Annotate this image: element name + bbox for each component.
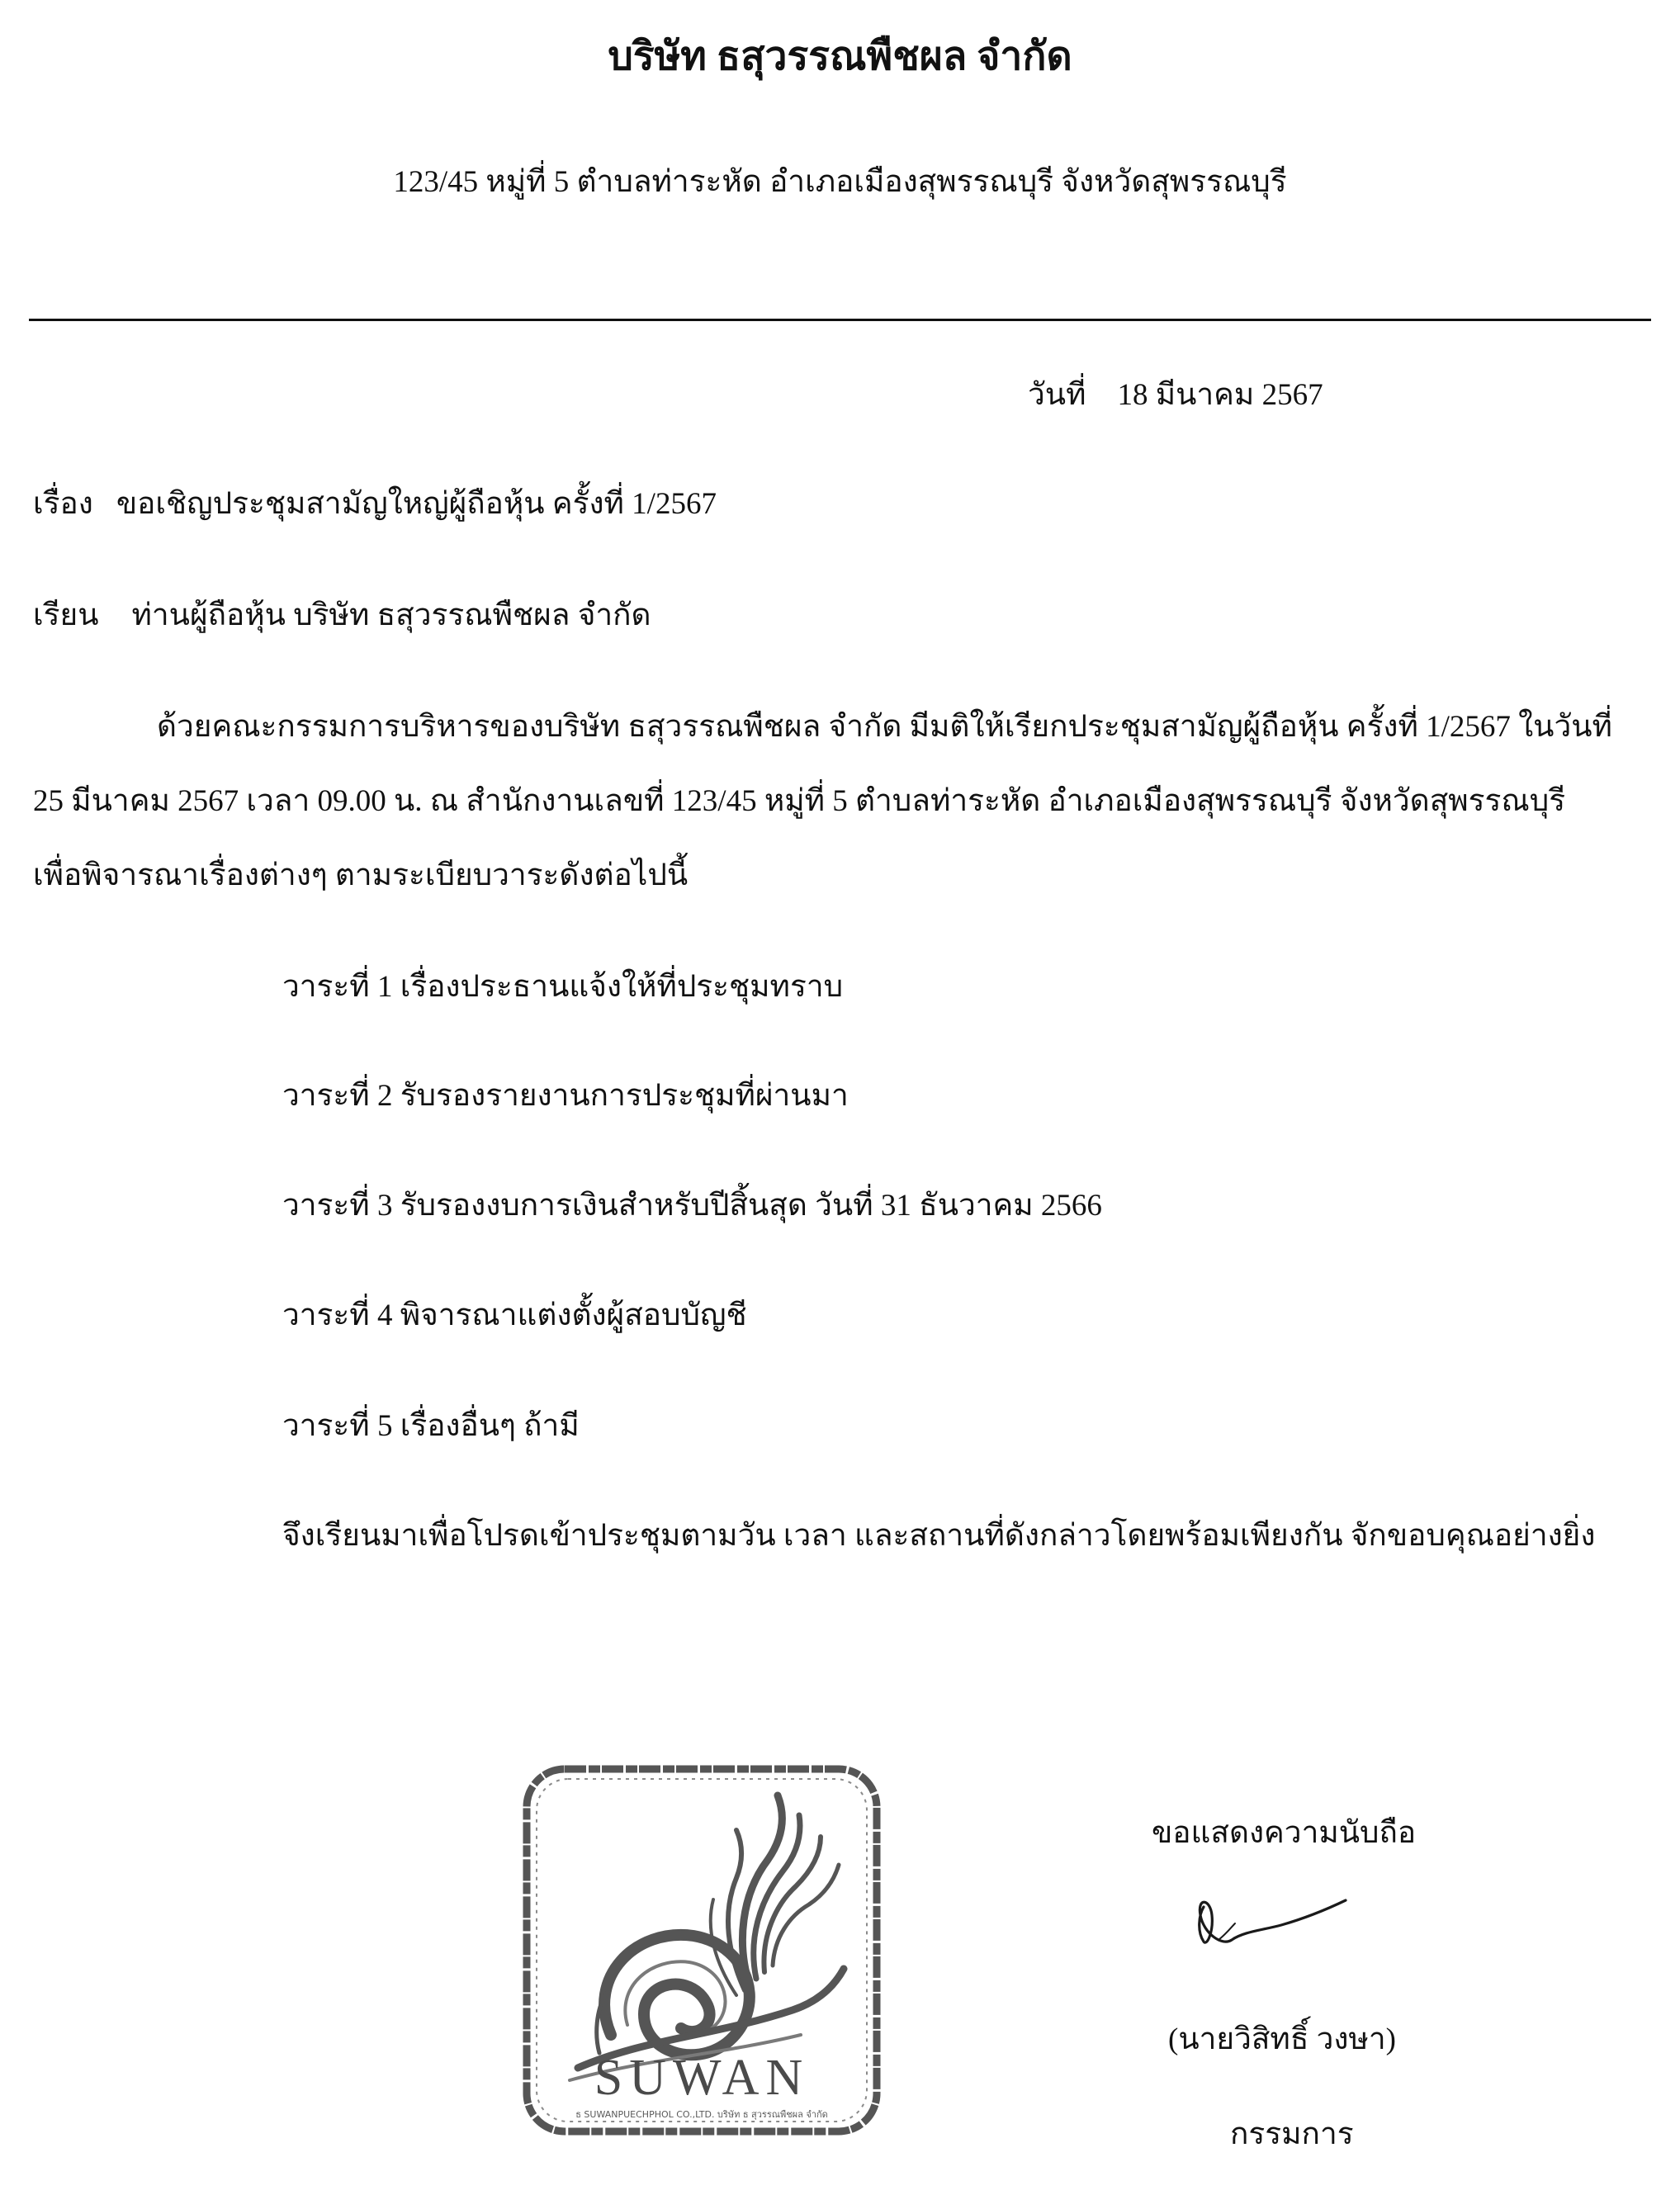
agenda-item-5: วาระที่ 5 เรื่องอื่นๆ ถ้ามี <box>282 1409 580 1443</box>
seal-caption-text: ธ SUWANPUECHPHOL CO.,LTD. บริษัท ธ สุวรรณพืชผล จำกัด <box>575 2109 828 2120</box>
date-label: วันที่ <box>1028 378 1086 412</box>
company-address: 123/45 หมู่ที่ 5 ตำบลท่าระหัด อำเภอเมืองสุพรรณบุรี จังหวัดสุพรรณบุรี <box>393 165 1287 199</box>
body-paragraph-line: ด้วยคณะกรรมการบริหารของบริษัท ธสุวรรณพืชผล จำกัด มีมติให้เรียกประชุมสามัญผู้ถือหุ้น ครั้งที่ 1/2567 ในวันที่ <box>157 710 1612 744</box>
letter-date <box>1028 370 1323 419</box>
agenda-item-3: วาระที่ 3 รับรองงบการเงินสำหรับปีสิ้นสุด วันที่ 31 ธันวาคม 2566 <box>282 1189 1102 1223</box>
header-divider <box>29 319 1651 321</box>
company-name: บริษัท ธสุวรรณพืชผล จำกัด <box>608 35 1072 78</box>
body-paragraph-line: เพื่อพิจารณาเรื่องต่างๆ ตามระเบียบวาระดังต่อไปนี้ <box>33 859 689 892</box>
closing-sentence: จึงเรียนมาเพื่อโปรดเข้าประชุมตามวัน เวลา และสถานที่ดังกล่าวโดยพร้อมเพียงกัน จักขอบคุณอย่างยิ่ง <box>282 1519 1596 1553</box>
salutation-line <box>33 590 651 639</box>
salutation-text: ท่านผู้ถือหุ้น บริษัท ธสุวรรณพืชผล จำกัด <box>131 598 651 632</box>
signer-title: กรรมการ <box>1230 2117 1354 2151</box>
agenda-item-2: วาระที่ 2 รับรองรายงานการประชุมที่ผ่านมา <box>282 1079 849 1113</box>
handwritten-signature <box>1189 1882 1354 1965</box>
signer-name: (นายวิสิทธิ์ วงษา) <box>1168 2022 1396 2056</box>
date-value: 18 มีนาคม 2567 <box>1117 378 1323 412</box>
company-seal-stamp <box>520 1762 883 2138</box>
seal-plume-emblem <box>711 1795 839 1995</box>
subject-line <box>33 479 717 527</box>
agenda-item-4: วาระที่ 4 พิจารณาแต่งตั้งผู้สอบบัญชี <box>282 1299 747 1332</box>
regards-text: ขอแสดงความนับถือ <box>1152 1816 1417 1850</box>
body-paragraph-line: 25 มีนาคม 2567 เวลา 09.00 น. ณ สำนักงานเลขที่ 123/45 หมู่ที่ 5 ตำบลท่าระหัด อำเภอเมืองสุพรรณบุรี จังหวัดสุพรรณบุรี <box>33 784 1566 818</box>
subject-text: ขอเชิญประชุมสามัญใหญ่ผู้ถือหุ้น ครั้งที่ 1/2567 <box>116 487 717 521</box>
subject-label: เรื่อง <box>33 487 93 521</box>
seal-brand-text: SUWAN <box>594 2050 810 2106</box>
salutation-label: เรียน <box>33 598 99 632</box>
agenda-item-1: วาระที่ 1 เรื่องประธานแจ้งให้ที่ประชุมทราบ <box>282 970 844 1004</box>
